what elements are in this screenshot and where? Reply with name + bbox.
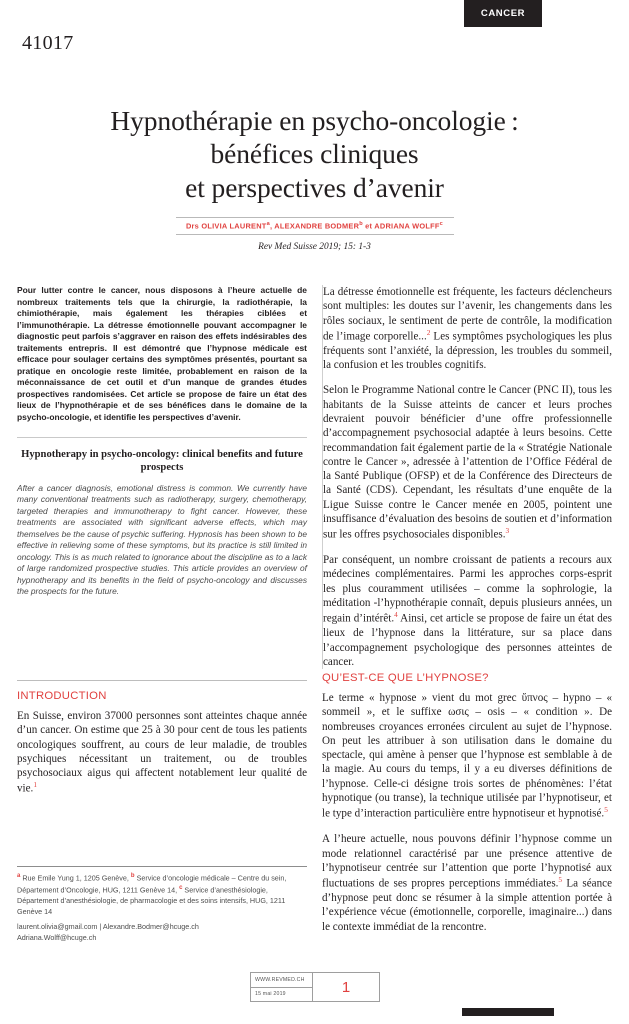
hypnosis-paragraph-2: [322, 832, 612, 934]
right-paragraph-1-text-b: Les symptômes psychologiques les plus fréquents sont l’anxiété, la dépression, les troubles du sommeil, la confusion et les troubles cognitifs.: [323, 330, 613, 372]
hypnosis-paragraph-2-text-a: A l’heure actuelle, nous pouvons définir l’hypnose comme un mode relationnel caractérisé par une présence attentive de l’hypnotiseur centrée sur l’attention que porte l’hypnotisé aux fluctuations de ses propres perceptions immédiates.: [322, 833, 612, 890]
abstract-english-title: Hypnotherapy in psycho-oncology: clinical benefits and future prospects: [21, 449, 303, 474]
introduction-rule: [17, 680, 307, 681]
right-paragraph-2-text: Selon le Programme National contre le Cancer (PNC II), tous les habitants de la Suisse atteints de cancer et leurs proches devraient pouvoir bénéficier d’une offre professionnelle d’accompagnement psychosocial adaptée à leurs besoins. Cette recommandation fait également partie de la « Stratégie Nationale contre le Cancer », adressée à l’attention de l’Office Fédéral de la Santé Publique (OFSP) et de la Conférence des Directeurs de la Santé (CDS). Cependant, les résultats d’une enquête de la Ligue Suisse contre le Cancer menée en 2005, pointent une insuffisance d’évaluation des besoins de soutien et d’information sur les offres psychosociales disponibles.: [323, 384, 612, 541]
contact-emails-line-2[interactable]: Adriana.Wolff@hcuge.ch: [17, 932, 97, 942]
category-tag-label: CANCER: [480, 8, 526, 19]
author-byline: [176, 218, 454, 234]
affiliations-rule: [17, 866, 307, 867]
hypnosis-heading: QU’EST-CE QUE L’HYPNOSE?: [322, 672, 489, 684]
title-line-2: bénéfices cliniques: [210, 138, 419, 170]
reference-marker-3: 3: [505, 526, 510, 536]
article-number: 41017: [22, 32, 74, 54]
section-what-is-hypnosis: [322, 672, 612, 934]
reference-marker-1: 1: [33, 780, 37, 790]
byline-mid-2: et ADRIANA WOLFF: [362, 221, 440, 231]
footer-date: 15 mai 2019: [255, 991, 286, 998]
right-paragraph-3-text-a: Par conséquent, un nombre croissant de patients a recours aux médecines complémentaires. Parmi les approches corps-esprit les plus couramment utilisées – comme la sophrologie, la méditation -l’hypnothérapie connaît, depuis plusieurs années, un regain d’intérêt.: [323, 554, 612, 625]
category-tag: [464, 0, 542, 27]
byline-sup-b: b: [359, 221, 363, 228]
byline-block: [176, 217, 454, 235]
affiliation-text-c: Service d’anesthésiologie, Département d’anesthésiologie, de pharmacologie et des soins intensifs, HUG, 1211 Genève 14: [17, 885, 286, 917]
right-column: [322, 285, 612, 669]
page-title: [40, 104, 589, 204]
affiliation-text-a: Rue Emile Yung 1, 1205 Genève,: [20, 873, 131, 883]
affiliation-sup-c: c: [179, 885, 183, 892]
abstract-english: After a cancer diagnosis, emotional distress is common. We currently have many conventional treatments such as radiotherapy, surgery, chemotherapy, targeted therapies and immunotherapy to fight cancer. However, these treatments are associated with significant adverse effects, which may themselves be the cause of psychic suffering. Hypnosis has been shown to be effective in relieving some of these symptoms, but its practice is still limited in oncology. This is as much related to ignorance about the discipline as to a lack of large randomized prospective studies. This article provides an overview of hypnotherapy and its benefits in the field of psycho-oncology and discusses the prospects for the future.: [17, 482, 307, 597]
right-paragraph-3-text-b: Ainsi, cet article se propose de faire un état des lieux de l’hypnose dans la littérature, sur sa place dans l’accompagnement psychologique des personnes atteintes de cancer.: [323, 612, 612, 668]
page-footer: [250, 972, 380, 1002]
introduction-paragraph: [17, 709, 307, 796]
reference-marker-6: 5: [558, 875, 563, 885]
reference-marker-2: 2: [426, 327, 431, 337]
page-number: 1: [341, 978, 351, 996]
abstract-french: Pour lutter contre le cancer, nous disposons à l’heure actuelle de nombreux traitements tels que la chirurgie, la radiothérapie, la chimiothérapie, mais également les thérapies ciblées et l’immunothérapie. La détresse émotionnelle pouvant accompagner le diagnostic peut parfois s’aggraver en raison des effets indésirables des traitements entrepris. Il est démontré que l’hypnose médicale est efficace pour soulager certains des symptômes présentés, pourtant sa pratique en oncologie reste limitée, probablement en raison de la méconnaissance de cet outil et d’un manque de grandes études prospectives randomisées. Cet article se propose de faire un état des lieux de l’hypnothérapie et de ses bénéfices dans le domaine de la psycho-oncologie, et identifie les perspectives d’avenir.: [17, 285, 307, 422]
right-paragraph-2: [323, 383, 612, 542]
footer-website[interactable]: WWW.REVMED.CH: [251, 973, 312, 988]
right-paragraph-1-text-a: La détresse émotionnelle est fréquente, les facteurs déclencheurs sont multiples: les doutes sur l’avenir, les changements dans les rôles sociaux, le sentiment de perte de contrôle, la modification de l’image corporelle...: [323, 286, 612, 343]
journal-citation: Rev Med Suisse 2019; 15: 1-3: [258, 241, 371, 252]
contact-emails-line-1[interactable]: laurent.olivia@gmail.com | Alexandre.Bodmer@hcuge.ch: [17, 921, 199, 931]
section-introduction: [17, 680, 307, 796]
introduction-heading: INTRODUCTION: [17, 690, 107, 702]
affiliation-sup-a: a: [17, 873, 21, 879]
left-column: [17, 285, 307, 598]
footer-meta: [251, 973, 313, 1001]
abstract-divider: [17, 437, 307, 438]
byline-mid: , ALEXANDRE BODMER: [269, 221, 360, 231]
right-paragraph-3: [323, 553, 612, 669]
title-block: [40, 104, 589, 252]
byline-sup-a: a: [266, 221, 270, 228]
affiliation-text-b: Service d’oncologie médicale – Centre du sein, Département d’Oncologie, HUG, 1211 Genève 14,: [17, 873, 287, 895]
reference-marker-4: 4: [394, 610, 398, 620]
introduction-paragraph-text: En Suisse, environ 37000 personnes sont atteintes chaque année d’un cancer. On estime que 25 à 30 pour cent de tous les patients oncologiques souffrent, au cours de leur maladie, de troubles psychiques nécessitant un traitement, ou de troubles psychosociaux aigus qui affectent notablement leur qualité de vie.: [17, 710, 307, 796]
bottom-black-bar: [462, 1008, 554, 1016]
hypnosis-paragraph-2-text-b: La séance d’hypnose peut donc se résumer à la simple attention portée à l’expérience vécue (émotionnelle, corporelle, imaginaire...) dans le contexte immédiat de la rencontre.: [322, 877, 612, 933]
byline-prefix: Drs OLIVIA LAURENT: [185, 221, 267, 231]
hypnosis-paragraph-1: [322, 691, 612, 821]
affiliations-block: [17, 866, 307, 944]
title-line-1: Hypnothérapie en psycho-oncologie :: [110, 105, 519, 136]
byline-sup-c: c: [439, 221, 444, 228]
title-line-3: et perspectives d’avenir: [185, 171, 444, 203]
reference-marker-5: 5: [604, 805, 608, 815]
right-paragraph-1: [323, 285, 612, 372]
affiliation-sup-b: b: [130, 873, 135, 879]
byline-rule-bottom: [176, 234, 454, 235]
affiliations-text: [17, 872, 307, 918]
hypnosis-paragraph-1-text: Le terme « hypnose » vient du mot grec ὕπνος – hypno – « sommeil », et le suffixe ωσις – osis – « condition ». De nombreuses croyances erronées circulent au sujet de l’hypnose. On peut les attribuer à son utilisation dans le domaine du spectacle, qui amène à penser que l’hypnose est semblable à de la magie. Au cours du temps, il y a eu diverses définitions de l’hypnose. Celle-ci désigne trois sortes de phénomènes: l’état hypnotique (ou transe), la technique utilisée par l’hypnotiseur, et le type d’interaction particulière entre hypnotiseur et hypnotisé.: [322, 692, 612, 820]
